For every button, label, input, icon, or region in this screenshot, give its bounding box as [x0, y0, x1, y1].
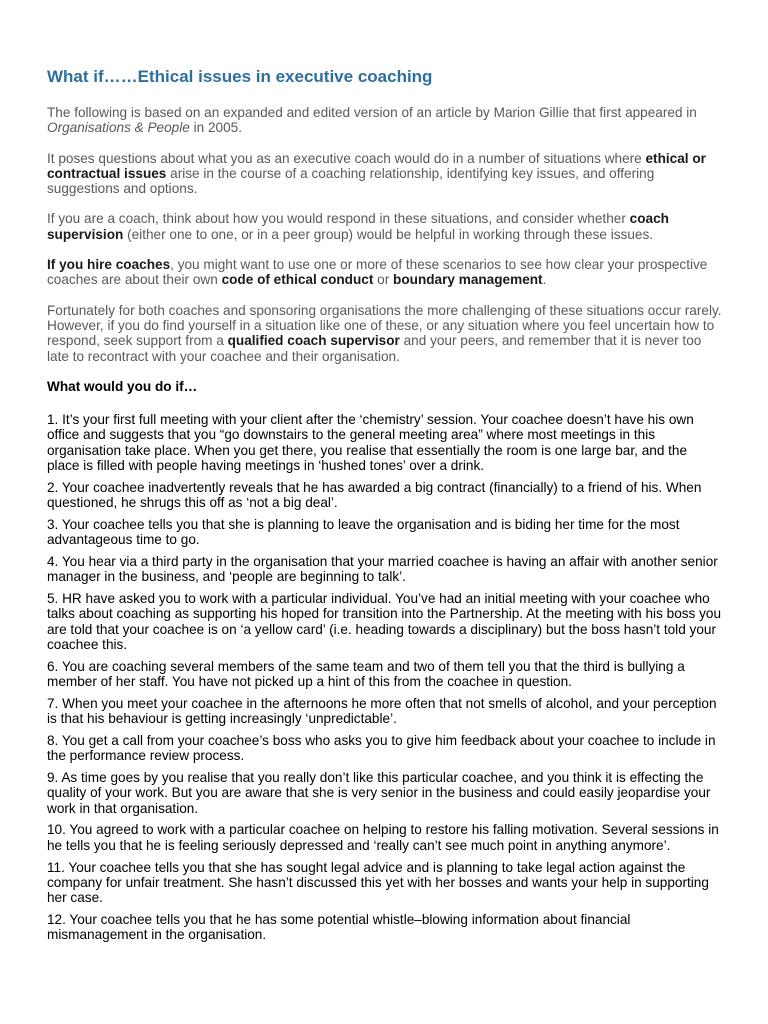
scenario-item: 11. Your coachee tells you that she has sought legal advice and is planning to take legal action against the company for unfair treatment. She hasn’t discussed this yet with her bosses and wants your help in supporting her case.	[47, 859, 709, 906]
scenario-item: 7. When you meet your coachee in the afternoons he more often that not smells of alcohol, and your perception is that his behaviour is getting increasingly ‘unpredictable’.	[47, 695, 717, 727]
document-page	[47, 66, 722, 949]
intro-p1-text-a: The following is based on an expanded and edited version of an article by Marion Gillie that first appeared in	[47, 105, 697, 120]
intro-paragraph-3	[47, 211, 722, 242]
intro-p2-text-a: It poses questions about what you as an executive coach would do in a number of situations where	[47, 150, 646, 166]
scenarios-heading: What would you do if…	[47, 378, 198, 394]
intro-section	[47, 105, 722, 364]
intro-p2-text-b: arise in the course of a coaching relationship, identifying key issues, and offering suggestions and options.	[47, 165, 655, 197]
intro-p1-italic: Organisations & People	[47, 120, 190, 136]
scenario-item: 9. As time goes by you realise that you really don’t like this particular coachee, and you think it is effecting the quality of your work. But you are aware that she is very senior in the business and could easily jeopardise your work in that organisation.	[47, 770, 711, 816]
scenario-item: 10. You agreed to work with a particular coachee on helping to restore his falling motivation. Several sessions in he tells you that he is feeling seriously depressed and ‘really can’t see much point in anything anymore’.	[47, 822, 719, 853]
intro-paragraph-4	[47, 257, 722, 288]
intro-paragraph-2	[47, 151, 722, 197]
scenario-item: 8. You get a call from your coachee’s boss who asks you to give him feedback about your coachee to include in the performance review process.	[47, 733, 716, 764]
scenario-item: 12. Your coachee tells you that he has some potential whistle–blowing information about financial mismanagement in the organisation.	[47, 911, 631, 943]
scenario-item: 1. It’s your first full meeting with your client after the ‘chemistry’ session. Your coachee doesn’t have his own office and suggests that you “go downstairs to the general meeting area” where most meetings in this organisation take place. When you get there, you realise that essentially the room is one large bar, and the place is filled with people having meetings in ‘hushed tones’ over a drink.	[47, 412, 694, 474]
scenario-item: 5. HR have asked you to work with a particular individual. You’ve had an initial meeting with your coachee who talks about coaching as supporting his hoped for transition into the Partnership. At the meeting with his boss you are told that your coachee is on ‘a yellow card’ (i.e. heading towards a disciplinary) but the boss hasn’t told your coachee this.	[47, 591, 722, 653]
intro-p1-text-b: in 2005.	[189, 120, 242, 136]
intro-p3-bold: coach supervision	[47, 211, 669, 242]
scenario-list	[47, 412, 722, 942]
intro-p4-text-a: , you might want to use one or more of these scenarios to see how clear your prospective coaches are about their own	[47, 257, 708, 288]
document-title: What if……Ethical issues in executive coaching	[47, 67, 433, 86]
intro-p4-text-b: or	[373, 272, 394, 288]
scenario-item: 3. Your coachee tells you that she is planning to leave the organisation and is biding her time for the most advantageous time to go.	[47, 516, 680, 548]
scenario-item: 6. You are coaching several members of the same team and two of them tell you that the third is bullying a member of her staff. You have not picked up a hint of this from the coachee in question.	[47, 658, 685, 690]
intro-p3-text-a: If you are a coach, think about how you would respond in these situations, and consider whether	[47, 211, 630, 227]
intro-p5-text-a: Fortunately for both coaches and sponsoring organisations the more challenging of these situations occur rarely. However, if you do find yourself in a situation like one of these, or any situation where you feel uncertain how to respond, seek support from a	[47, 302, 722, 349]
scenario-item: 2. Your coachee inadvertently reveals that he has awarded a big contract (financially) to a friend of his. When questioned, he shrugs this off as ‘not a big deal’.	[47, 479, 702, 511]
scenario-item: 4. You hear via a third party in the organisation that your married coachee is having an affair with another senior manager in the business, and ‘people are beginning to talk’.	[47, 554, 718, 585]
intro-p4-bold-2: code of ethical conduct	[221, 272, 374, 288]
intro-paragraph-1	[47, 105, 722, 136]
intro-p4-bold-1: If you hire coaches	[47, 257, 171, 273]
intro-p4-bold-3: boundary management	[393, 272, 543, 288]
intro-p5-bold: qualified coach supervisor	[227, 333, 400, 349]
intro-paragraph-5	[47, 303, 722, 364]
intro-p4-text-c: .	[542, 272, 547, 288]
intro-p2-bold: ethical or contractual issues	[47, 150, 706, 181]
intro-p3-text-b: (either one to one, or in a peer group) would be helpful in working through these issues.	[123, 226, 654, 242]
intro-p5-text-b: and your peers, and remember that it is never too late to recontract with your coachee and their organisation.	[47, 333, 702, 364]
